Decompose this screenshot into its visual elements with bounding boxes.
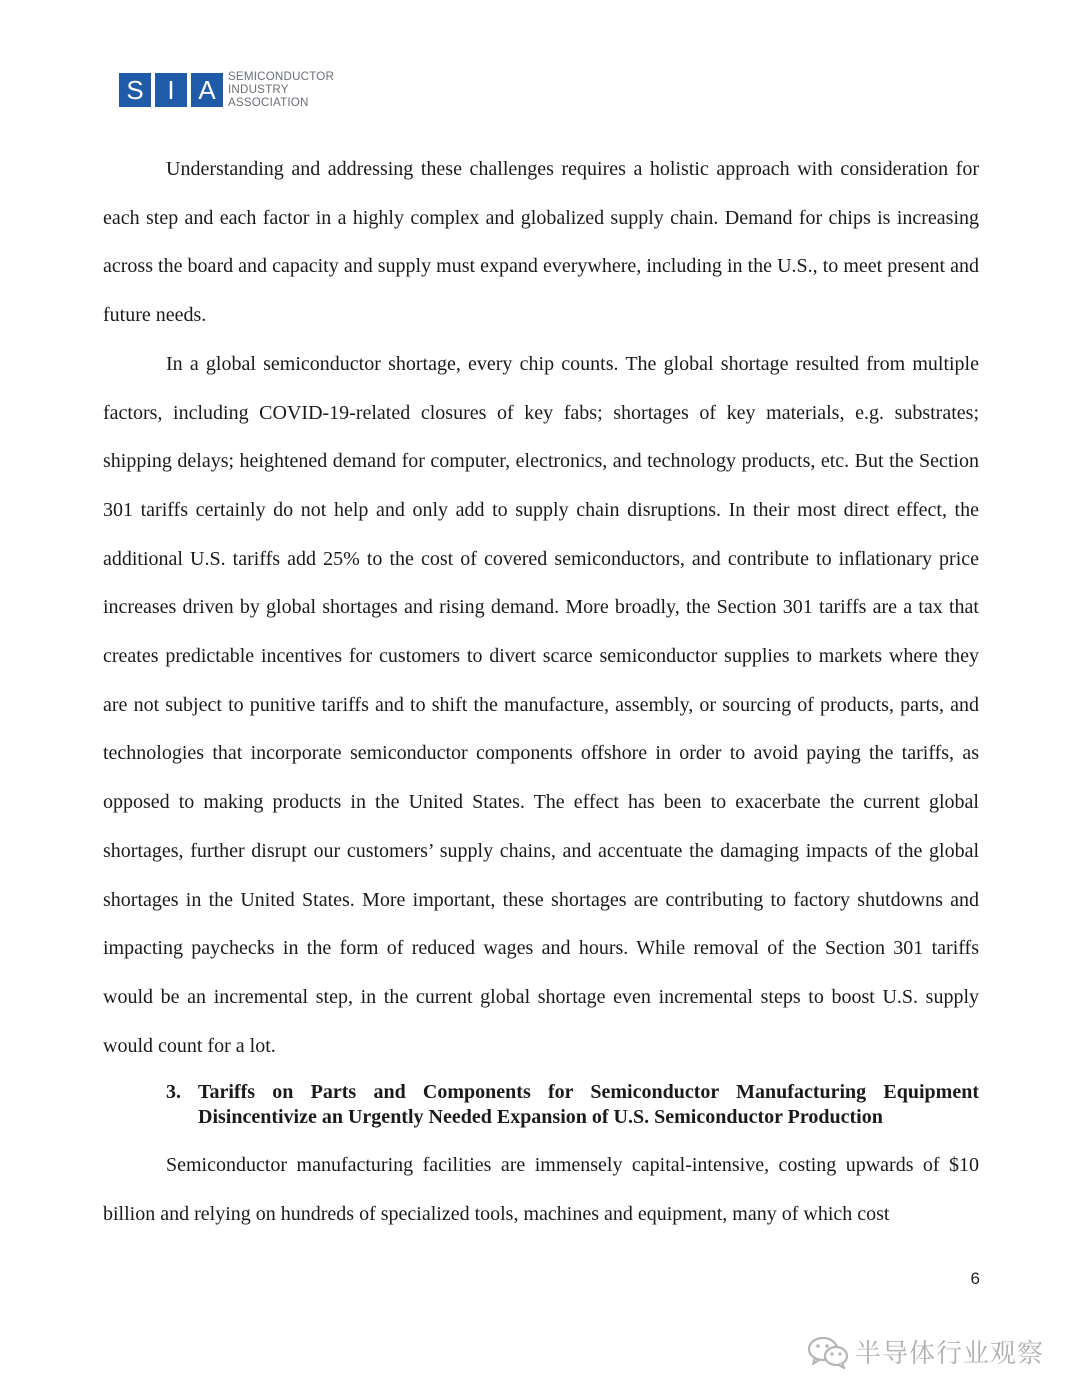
watermark-text: 半导体行业观察 [854, 1339, 1044, 1369]
logo-letter-boxes [119, 73, 223, 107]
logo-line-3: ASSOCIATION [228, 96, 309, 109]
logo-line-2: INDUSTRY [228, 83, 289, 96]
sia-logo [119, 70, 334, 109]
logo-line-1: SEMICONDUCTOR [228, 70, 335, 83]
section-heading-number: 3. [166, 1081, 181, 1104]
document-body [103, 145, 979, 1239]
logo-letter-i: I [155, 73, 187, 107]
section-heading [103, 1080, 979, 1129]
section-heading-text: Tariffs on Parts and Components for Semiconductor Manufacturing Equipment Disincentivize an Urgently Needed Expansion of U.S. Semiconductor Production [198, 1081, 979, 1128]
paragraph-1: Understanding and addressing these challenges requires a holistic approach with consideration for each step and each factor in a highly complex and globalized supply chain. Demand for chips is increasing across the board and capacity and supply must expand everywhere, including in the U.S., to meet present and future needs. [103, 158, 979, 327]
logo-letter-s: S [119, 73, 151, 107]
logo-letter-a: A [191, 73, 223, 107]
logo-wordmark [228, 70, 334, 109]
wechat-icon [807, 1335, 849, 1369]
paragraph-3: Semiconductor manufacturing facilities are immensely capital-intensive, costing upwards of $10 billion and relying on hundreds of specialized tools, machines and equipment, many of which cost [103, 1154, 979, 1226]
watermark [807, 1333, 1044, 1370]
paragraph-2: In a global semiconductor shortage, every chip counts. The global shortage resulted from multiple factors, including COVID-19-related closures of key fabs; shortages of key materials, e.g. substrates; shipping delays; heightened demand for computer, electronics, and technology products, etc. But the Section 301 tariffs certainly do not help and only add to supply chain disruptions. In their most direct effect, the additional U.S. tariffs add 25% to the cost of covered semiconductors, and contribute to inflationary price increases driven by global shortages and rising demand. More broadly, the Section 301 tariffs are a tax that creates predictable incentives for customers to divert scarce semiconductor supplies to markets where they are not subject to punitive tariffs and to shift the manufacture, assembly, or sourcing of products, parts, and technologies that incorporate semiconductor components offshore in order to avoid paying the tariffs, as opposed to making products in the United States. The effect has been to exacerbate the current global shortages, further disrupt our customers’ supply chains, and accentuate the damaging impacts of the global shortages in the United States. More important, these shortages are contributing to factory shutdowns and impacting paychecks in the form of reduced wages and hours. While removal of the Section 301 tariffs would be an incremental step, in the current global shortage even incremental steps to boost U.S. supply would count for a lot. [103, 352, 979, 1057]
page-number: 6 [970, 1269, 980, 1288]
